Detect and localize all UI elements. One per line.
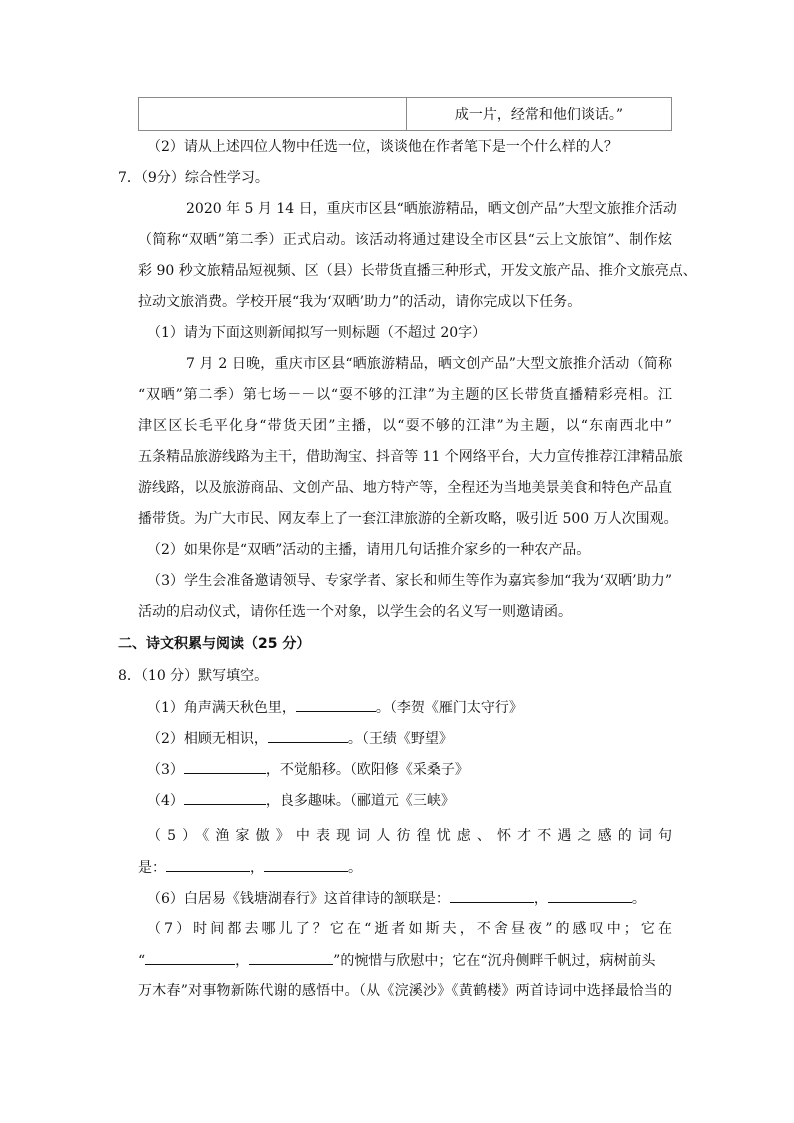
character-table-row	[138, 97, 672, 131]
q8-item-7-pre: “	[138, 953, 146, 969]
answer-blank[interactable]	[296, 697, 376, 712]
section-2-heading: 二、诗文积累与阅读（25 分）	[118, 636, 311, 652]
q7-subquestion-2: （2）如果你是“双晒”活动的主播，请用几句话推介家乡的一种农产品。	[147, 542, 591, 558]
answer-blank[interactable]	[145, 950, 235, 965]
q8-item-6-post: 。	[631, 891, 646, 907]
q8-item-3-post: ，不觉船移。（欧阳修《采桑子》	[265, 762, 469, 778]
q7-intro-line-2: （简称“双晒”第二季）正式启动。该活动将通过建设全市区县“云上文旅馆”、制作炫	[138, 232, 672, 248]
q8-item-7-line-2	[138, 950, 656, 971]
q8-item-4	[147, 790, 455, 811]
q8-item-1-post: 。（李贺《雁门太守行》	[375, 700, 523, 716]
q8-item-7-mid: ，	[235, 953, 250, 969]
q8-item-5-post: 。	[348, 860, 362, 876]
answer-blank[interactable]	[184, 759, 266, 774]
news-line-3: 津区区长毛平化身“带货天团”主播，以“耍不够的江津”为主题，以“东南西北中”	[138, 418, 672, 434]
table-cell-right: 成一片，经常和他们谈话。”	[454, 107, 624, 123]
q8-item-2-pre: （2）相顾无相识，	[147, 731, 268, 747]
news-line-6: 播带货。为广大市民、网友奉上了一套江津旅游的全新攻略，吸引近 500 万人次围观。	[138, 511, 678, 527]
news-line-2: “双晒”第二季）第七场－－以“耍不够的江津”为主题的区长带货直播精彩亮相。江	[138, 387, 672, 403]
q8-item-6-mid: ，	[533, 891, 548, 907]
q8-item-5-pre: 是：	[138, 860, 166, 876]
answer-blank[interactable]	[264, 857, 348, 872]
q7-intro-line-1: 2020 年 5 月 14 日，重庆市区县“晒旅游精品，晒文创产品”大型文旅推介活动	[186, 201, 677, 217]
q8-item-2-post: 。（王绩《野望》	[347, 731, 453, 747]
q8-item-1-pre: （1）角声满天秋色里，	[147, 700, 296, 716]
q8-item-2	[147, 728, 453, 749]
answer-blank[interactable]	[450, 888, 534, 903]
q7-subquestion-1: （1）请为下面这则新闻拟写一则标题（不超过 20字）	[147, 325, 487, 341]
q8-item-6-pre: （6）白居易《钱塘湖春行》这首律诗的颔联是：	[147, 891, 450, 907]
news-line-4: 五条精品旅游线路为主干，借助淘宝、抖音等 11 个网络平台，大力宣传推荐江津精品旅	[138, 449, 683, 465]
answer-blank[interactable]	[548, 888, 632, 903]
q7-subquestion-3-line-1: （3）学生会准备邀请领导、专家学者、家长和师生等作为嘉宾参加“我为‘双晒’助力”	[147, 573, 672, 589]
news-line-1: 7 月 2 日晚，重庆市区县“晒旅游精品，晒文创产品”大型文旅推介活动（简称	[186, 356, 672, 372]
answer-blank[interactable]	[249, 950, 333, 965]
q8-item-1	[147, 697, 523, 718]
q7-subquestion-3-line-2: 活动的启动仪式，请你任选一个对象，以学生会的名义写一则邀请函。	[138, 604, 572, 620]
q8-item-4-post: ，良多趣味。（郦道元《三峡》	[265, 793, 455, 809]
q8-item-5-line-2	[138, 857, 362, 878]
q7-intro-line-3: 彩 90 秒文旅精品短视频、区（县）长带货直播三种形式，开发文旅产品、推介文旅亮点、	[138, 263, 697, 279]
q8-item-6	[147, 888, 646, 909]
q7-heading: 7．（9分）综合性学习。	[118, 170, 269, 186]
q8-item-7-post: ”的惋惜与欣慰中；它在“沉舟侧畔千帆过，病树前头	[333, 953, 656, 969]
q8-item-5-mid: ，	[250, 860, 264, 876]
answer-blank[interactable]	[166, 857, 250, 872]
q8-heading: 8．（10 分）默写填空。	[118, 668, 269, 684]
q8-item-7-line-1: （7）时间都去哪儿了？它在“逝者如斯夫，不舍昼夜”的感叹中；它在	[147, 921, 672, 937]
q6-subquestion-2: （2）请从上述四位人物中任选一位，谈谈他在作者笔下是一个什么样的人？	[147, 139, 618, 155]
q8-item-4-pre: （4）	[147, 793, 184, 809]
answer-blank[interactable]	[184, 790, 266, 805]
q7-intro-line-4: 拉动文旅消费。学校开展“我为‘双晒’助力”的活动，请你完成以下任务。	[138, 294, 582, 310]
q8-item-5-line-1: （5）《渔家傲》中表现词人彷徨忧虑、怀才不遇之感的词句	[147, 828, 672, 844]
answer-blank[interactable]	[268, 728, 348, 743]
news-line-5: 游线路，以及旅游商品、文创产品、地方特产等，全程还为当地美景美食和特色产品直	[138, 480, 672, 496]
q8-item-3-pre: （3）	[147, 762, 184, 778]
q8-item-3	[147, 759, 469, 780]
q8-item-7-line-3: 万木春”对事物新陈代谢的感悟中。（从《浣溪沙》《黄鹤楼》两首诗词中选择最恰当的	[138, 983, 672, 999]
